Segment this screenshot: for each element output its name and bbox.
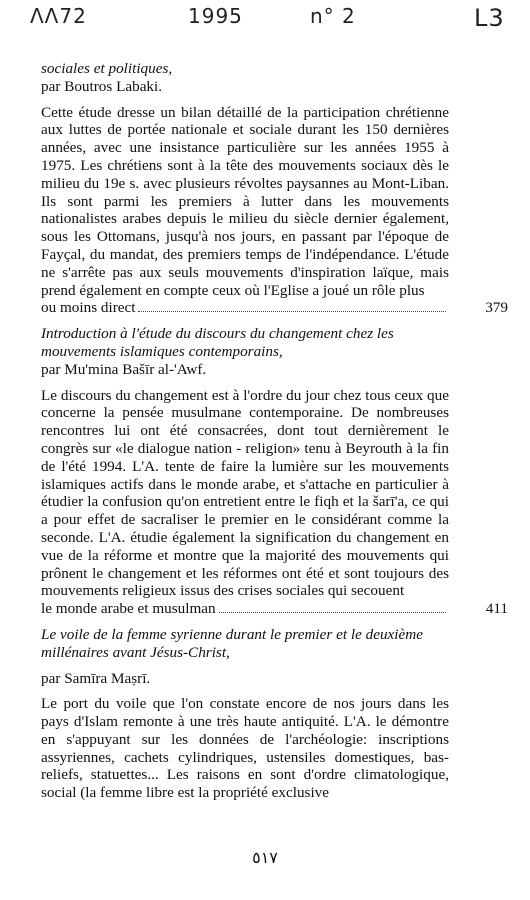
article-title: sociales et politiques,	[41, 60, 173, 77]
article-title: Le voile de la femme syrienne durant le premier et le deuxième millénaires avant Jésus-Christ,	[41, 625, 423, 661]
article-author: par Mu'mina Bašīr al-'Awf.	[41, 360, 207, 378]
handwritten-note-issue: n° 2	[310, 4, 356, 28]
handwritten-note-year: 1995	[188, 4, 243, 28]
article-abstract: Le discours du changement est à l'ordre du jour chez tous ceux que concerne la pensée musulmane contemporaine. De nombreuses rencontres lui ont été consacrées, dont tout dernièrement le congrès sur «le dialogue nation - religion» tenu à Beyrouth à la fin de l'été 1994. L'A. tente de faire la lumière sur les mouvements islamiques actifs dans le monde arabe, et s'attache en particulier à étudier la confusion qu'on entretient entre le fiqh et la šarī'a, ce qui a pour effet de sacraliser le premier en le considérant comme la seconde. L'A. étudie également la signification du changement en vue de la réforme et montre que la majorité des mouvements qui prônent le changement et les réformes ont été et sont toujours des mouvements religieux issus des crises sociales qui secouent	[41, 386, 449, 600]
article-2	[41, 325, 508, 618]
dot-leader	[138, 311, 446, 312]
article-abstract: Le port du voile que l'on constate encore de nos jours dans les pays d'Islam remonte à une très haute antiquité. L'A. le démontre en s'appuyant sur les données de l'archéologie: inscriptions assyriennes, cachets cylindriques, ustensiles domestiques, bas-reliefs, statuettes... Les raisons en sont d'ordre climatologique, social (la femme libre est la propriété exclusive	[41, 695, 449, 802]
article-author: par Boutros Labaki.	[41, 77, 163, 95]
dot-leader	[219, 612, 446, 613]
toc-entry-line	[41, 600, 508, 618]
article-title: Introduction à l'étude du discours du changement chez les mouvements islamiques contemporains,	[41, 325, 394, 360]
page-body	[41, 60, 508, 802]
article-author: par Samīra Maṣrī.	[41, 669, 151, 687]
toc-entry-line	[41, 299, 508, 317]
page-number: 379	[485, 299, 508, 317]
article-abstract: Cette étude dresse un bilan détaillé de la participation chrétienne aux luttes de portée nationale et sociale durant les 150 dernières années, avec une insistance particulière sur les années 1955 à 1975. Les chrétiens sont à la tête des mouvements sociaux dès le milieu du 19e s. avec plusieurs révoltes paysannes au Mont-Liban. Ils sont parmi les premiers à lutter dans les mouvements nationalistes arabes depuis le milieu du siècle dernier également, sous les Ottomans, jusqu'à nos jours, en passant par l'époque de Fayçal, du mandat, des premiers temps de l'indépendance. L'étude ne s'arrête pas aux seuls mouvements d'inspiration laïque, mais prend également en compte ceux où l'Eglise a joué un rôle plus	[41, 103, 449, 299]
abstract-last-line: le monde arabe et musulman	[41, 600, 216, 618]
page-number: 411	[485, 600, 508, 618]
handwritten-note-left: ΛΛ72	[30, 4, 87, 28]
handwritten-note-right: L3	[474, 4, 505, 32]
folio-page-number: ٥١٧	[252, 850, 278, 867]
abstract-last-line: ou moins direct	[41, 299, 136, 317]
article-1	[41, 60, 508, 317]
article-3	[41, 626, 449, 802]
